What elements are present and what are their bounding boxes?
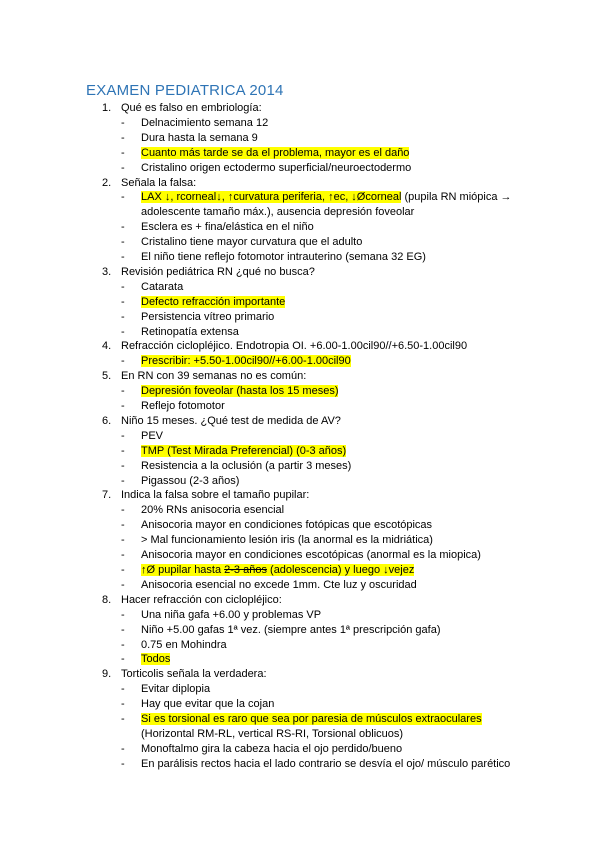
bullet-dash: - [121, 355, 125, 368]
question-item [0, 488, 599, 592]
question-text: Revisión pediátrica RN ¿qué no busca? [121, 265, 315, 278]
question-header [0, 339, 599, 354]
answer-text [141, 757, 561, 772]
answer-option [0, 235, 599, 250]
question-text: Hacer refracción con ciclopléjico: [121, 593, 282, 606]
highlighted-answer: LAX ↓, rcorneal↓, ↑curvatura periferia, ↑ec, ↓Øcorneal [141, 191, 402, 204]
answer-fragment: Cristalino origen ectodermo superficial/neuroectodermo [141, 161, 412, 174]
question-number: 8. [102, 593, 112, 606]
answer-option [0, 548, 599, 563]
question-header [0, 593, 599, 608]
question-item [0, 369, 599, 414]
answer-fragment: 20% RNs anisocoria esencial [141, 504, 285, 517]
answer-text [141, 295, 561, 310]
question-number: 1. [102, 102, 112, 114]
question-header [0, 488, 599, 503]
bullet-dash: - [121, 310, 125, 323]
answer-fragment: Evitar diplopia [141, 683, 211, 696]
question-number: 2. [102, 176, 112, 189]
answer-option [0, 742, 599, 757]
answer-text [141, 712, 561, 742]
answer-text [141, 608, 561, 623]
answer-option [0, 697, 599, 712]
answer-fragment: Reflejo fotomotor [141, 400, 225, 413]
answer-option [0, 444, 599, 459]
bullet-dash: - [121, 236, 125, 249]
answer-fragment: Anisocoria mayor en condiciones escotópicas (anormal es la miopica) [141, 549, 481, 562]
question-text: Refracción ciclopléjico. Endotropia OI. +6.00-1.00cil90//+6.50-1.00cil90 [121, 340, 468, 353]
answer-text [141, 444, 561, 459]
bullet-dash: - [121, 280, 125, 293]
answer-fragment: Retinopatía extensa [141, 325, 239, 338]
answer-text [141, 623, 561, 638]
answer-option [0, 399, 599, 414]
bullet-dash: - [121, 638, 125, 651]
answer-text [141, 116, 561, 131]
highlighted-answer: 2-3 años [224, 563, 267, 576]
answer-fragment: Pigassou (2-3 años) [141, 474, 240, 487]
answer-fragment: Dura hasta la semana 9 [141, 131, 258, 144]
highlighted-answer: Depresión foveolar (hasta los 15 meses) [141, 385, 339, 398]
answer-text [141, 325, 561, 340]
question-text: Qué es falso en embriología: [121, 102, 262, 114]
bullet-dash: - [121, 251, 125, 264]
answer-text [141, 161, 561, 176]
question-text: Indica la falsa sobre el tamaño pupilar: [121, 489, 310, 502]
answer-fragment: Persistencia vítreo primario [141, 310, 275, 323]
answer-fragment: Resistencia a la oclusión (a partir 3 meses) [141, 459, 352, 472]
bullet-dash: - [121, 191, 125, 204]
answer-option [0, 220, 599, 235]
answer-option [0, 250, 599, 265]
answer-option [0, 429, 599, 444]
bullet-dash: - [121, 325, 125, 338]
answer-text [141, 742, 561, 757]
answer-option [0, 459, 599, 474]
answer-text [141, 533, 561, 548]
highlighted-answer: ↑Ø pupilar hasta [141, 563, 225, 576]
highlighted-answer: Si es torsional es raro que sea por paresia de músculos extraoculares [141, 713, 482, 726]
bullet-dash: - [121, 698, 125, 711]
question-number: 5. [102, 370, 112, 383]
question-item [0, 101, 599, 176]
answer-option [0, 652, 599, 667]
answer-fragment: Monoftalmo gira la cabeza hacia el ojo perdido/bueno [141, 742, 403, 755]
question-text: Señala la falsa: [121, 176, 197, 189]
answer-option [0, 712, 599, 742]
bullet-dash: - [121, 504, 125, 517]
bullet-dash: - [121, 429, 125, 442]
answer-option [0, 116, 599, 131]
answer-text [141, 190, 561, 220]
answer-fragment: Delnacimiento semana 12 [141, 116, 269, 129]
answer-fragment: Catarata [141, 280, 184, 293]
answer-option [0, 608, 599, 623]
answer-text [141, 235, 561, 250]
answer-text [141, 503, 561, 518]
answer-text [141, 652, 561, 667]
bullet-dash: - [121, 608, 125, 621]
answer-text [141, 354, 561, 369]
bullet-dash: - [121, 400, 125, 413]
answer-text [141, 280, 561, 295]
answer-fragment: Esclera es + fina/elástica en el niño [141, 221, 314, 234]
question-header [0, 101, 599, 116]
question-number: 3. [102, 265, 112, 278]
answer-fragment: 0.75 en Mohindra [141, 638, 227, 651]
bullet-dash: - [121, 534, 125, 547]
answer-fragment: PEV [141, 429, 164, 442]
question-number: 9. [102, 668, 112, 681]
bullet-dash: - [121, 295, 125, 308]
bullet-dash: - [121, 563, 125, 576]
bullet-dash: - [121, 742, 125, 755]
question-item [0, 667, 599, 771]
answer-fragment: Cristalino tiene mayor curvatura que el adulto [141, 236, 363, 249]
answer-option [0, 474, 599, 489]
bullet-dash: - [121, 623, 125, 636]
question-text: Niño 15 meses. ¿Qué test de medida de AV? [121, 414, 341, 427]
answer-option [0, 533, 599, 548]
highlighted-answer: Defecto refracción importante [141, 295, 286, 308]
answer-fragment: En parálisis rectos hacia el lado contrario se desvía el ojo/ músculo parético [141, 757, 511, 770]
answer-option [0, 295, 599, 310]
answer-option [0, 623, 599, 638]
answer-option [0, 384, 599, 399]
bullet-dash: - [121, 146, 125, 159]
answer-text [141, 220, 561, 235]
answer-text [141, 697, 561, 712]
answer-fragment: Niño +5.00 gafas 1ª vez. (siempre antes 1ª prescripción gafa) [141, 623, 441, 636]
answer-text [141, 131, 561, 146]
bullet-dash: - [121, 221, 125, 234]
answer-option [0, 518, 599, 533]
highlighted-answer: Cuanto más tarde se da el problema, mayor es el daño [141, 146, 410, 159]
answer-option [0, 310, 599, 325]
bullet-dash: - [121, 116, 125, 129]
bullet-dash: - [121, 474, 125, 487]
question-text: En RN con 39 semanas no es común: [121, 370, 307, 383]
bullet-dash: - [121, 713, 125, 726]
answer-text [141, 518, 561, 533]
answer-fragment: Una niña gafa +6.00 y problemas VP [141, 608, 322, 621]
question-item [0, 593, 599, 668]
answer-text [141, 578, 561, 593]
answer-option [0, 578, 599, 593]
answer-option [0, 638, 599, 653]
answer-continuation: (Horizontal RM-RL, vertical RS-RI, Torsional oblicuos) [141, 727, 404, 740]
answer-text [141, 384, 561, 399]
question-number: 7. [102, 489, 112, 502]
bullet-dash: - [121, 683, 125, 696]
answer-text [141, 548, 561, 563]
document-title: EXAMEN PEDIATRICA 2014 [86, 82, 284, 99]
question-item [0, 265, 599, 340]
answer-text [141, 310, 561, 325]
answer-text [141, 638, 561, 653]
answer-option [0, 682, 599, 697]
answer-option [0, 325, 599, 340]
answer-option [0, 354, 599, 369]
answer-text [141, 399, 561, 414]
question-header [0, 176, 599, 191]
answer-text [141, 250, 561, 265]
answer-option [0, 146, 599, 161]
answer-text [141, 459, 561, 474]
highlighted-answer: TMP (Test Mirada Preferencial) (0-3 años) [141, 444, 347, 457]
question-header [0, 369, 599, 384]
question-number: 4. [102, 340, 112, 353]
answer-fragment: > Mal funcionamiento lesión iris (la anormal es la midriática) [141, 534, 433, 547]
question-item [0, 339, 599, 369]
answer-fragment: Hay que evitar que la cojan [141, 698, 275, 711]
answer-fragment: Anisocoria mayor en condiciones fotópicas que escotópicas [141, 519, 433, 532]
answer-text [141, 474, 561, 489]
answer-text [141, 429, 561, 444]
question-list [0, 101, 599, 772]
bullet-dash: - [121, 131, 125, 144]
highlighted-answer: Prescribir: +5.50-1.00cil90//+6.00-1.00cil90 [141, 355, 351, 368]
answer-fragment: El niño tiene reflejo fotomotor intrauterino (semana 32 EG) [141, 251, 426, 264]
answer-text [141, 682, 561, 697]
highlighted-answer: Todos [141, 653, 171, 666]
question-item [0, 176, 599, 265]
answer-text [141, 146, 561, 161]
answer-option [0, 161, 599, 176]
bullet-dash: - [121, 459, 125, 472]
answer-option [0, 190, 599, 220]
bullet-dash: - [121, 757, 125, 770]
answer-fragment: (pupila RN miópica → adolescente tamaño máx.), ausencia depresión foveolar [141, 191, 512, 219]
question-header [0, 667, 599, 682]
bullet-dash: - [121, 653, 125, 666]
question-item [0, 414, 599, 489]
answer-option [0, 757, 599, 772]
answer-option [0, 131, 599, 146]
bullet-dash: - [121, 161, 125, 174]
answer-option [0, 280, 599, 295]
answer-text [141, 563, 561, 578]
bullet-dash: - [121, 385, 125, 398]
question-text: Torticolis señala la verdadera: [121, 668, 267, 681]
answer-option [0, 563, 599, 578]
bullet-dash: - [121, 444, 125, 457]
highlighted-answer: (adolescencia) y luego ↓vejez [266, 563, 415, 576]
bullet-dash: - [121, 519, 125, 532]
answer-fragment: Anisocoria esencial no excede 1mm. Cte luz y oscuridad [141, 578, 417, 591]
bullet-dash: - [121, 578, 125, 591]
answer-option [0, 503, 599, 518]
question-header [0, 414, 599, 429]
bullet-dash: - [121, 549, 125, 562]
question-number: 6. [102, 414, 112, 427]
question-header [0, 265, 599, 280]
